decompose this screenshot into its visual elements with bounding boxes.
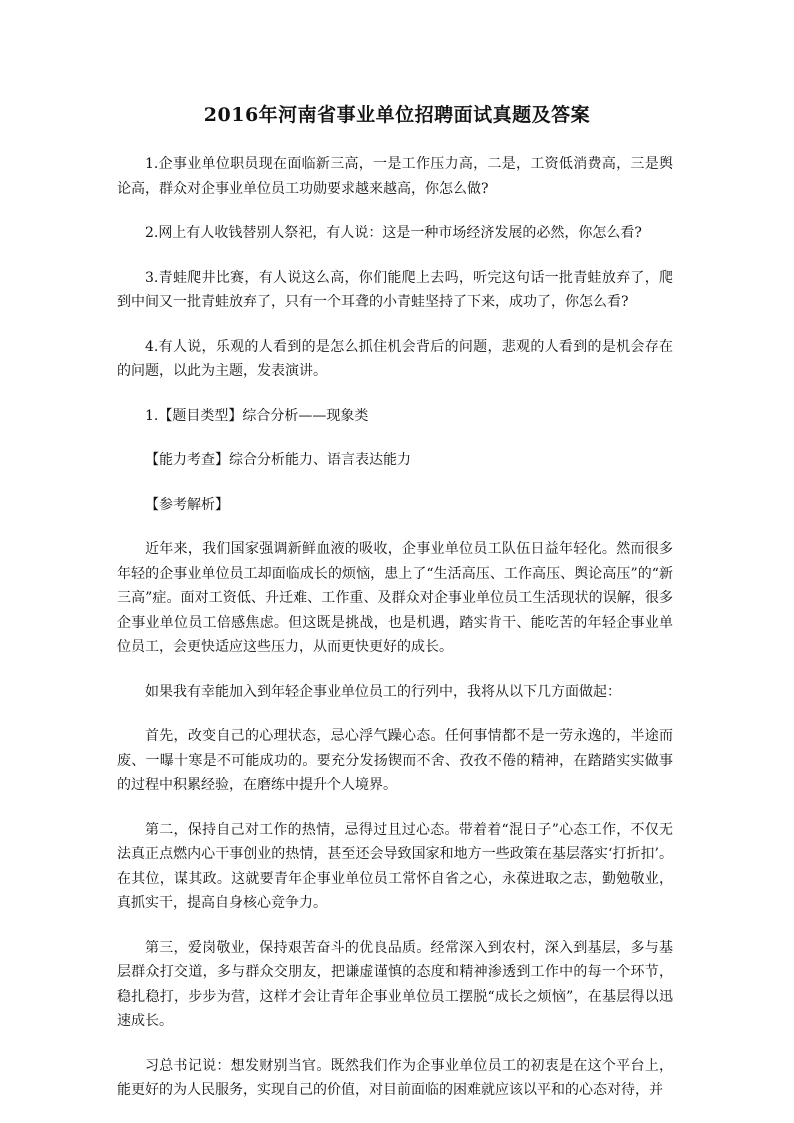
question-1: 1.企事业单位职员现在面临新三高，一是工作压力高，二是，工资低消费高，三是舆论高，群众对企事业单位员工功勋要求越来越高，你怎么做? <box>117 156 673 197</box>
answer-paragraph-3: 首先，改变自己的心理状态，忌心浮气躁心态。任何事情都不是一劳永逸的，半途而废、一曝十寒是不可能成功的。要充分发扬锲而不舍、孜孜不倦的精神，在踏踏实实做事的过程中积累经验，在磨练中提升个人境界。 <box>117 728 673 793</box>
answer-paragraph-2: 如果我有幸能加入到年轻企事业单位员工的行列中，我将从以下几方面做起： <box>145 683 621 700</box>
answer-paragraph-1: 近年来，我们国家强调新鲜血液的吸收，企事业单位员工队伍日益年轻化。然而很多年轻的企事业单位员工却面临成长的烦恼，患上了“生活高压、工作高压、舆论高压”的“新三高”症。面对工资低、升迁难、工作重、及群众对企事业单位员工生活现状的误解，很多企事业单位员工倍感焦虑。但这既是挑战，也是机遇，踏实肯干、能吃苦的年轻企事业单位员工，会更快适应这些压力，从而更快更好的成长。 <box>117 541 673 655</box>
question-type-label: 1.【题目类型】综合分析——现象类 <box>145 407 369 424</box>
ability-label: 【能力考查】综合分析能力、语言表达能力 <box>145 452 411 468</box>
answer-paragraph-6: 习总书记说：想发财别当官。既然我们作为企事业单位员工的初衷是在这个平台上，能更好的为人民服务，实现自己的价值，对目前面临的困难就应该以平和的心态对待，并 <box>117 1057 673 1098</box>
question-4: 4.有人说，乐观的人看到的是怎么抓住机会背后的问题，悲观的人看到的是机会存在的问题，以此为主题，发表演讲。 <box>117 338 673 379</box>
question-3: 3.青蛙爬井比赛，有人说这么高，你们能爬上去吗，听完这句话一批青蛙放弃了，爬到中间又一批青蛙放弃了，只有一个耳聋的小青蛙坚持了下来，成功了，你怎么看? <box>117 269 673 310</box>
document-body <box>117 152 673 1118</box>
answer-paragraph-4: 第二，保持自己对工作的热情，忌得过且过心态。带着着“混日子”心态工作，不仅无法真正点燃内心干事创业的热情，甚至还会导致国家和地方一些政策在基层落实‘打折扣’。在其位，谋其政。这就要青年企事业单位员工常怀自省之心，永葆进取之志，勤勉敬业，真抓实干，提高自身核心竞争力。 <box>117 821 673 911</box>
document-title: 2016年河南省事业单位招聘面试真题及答案 <box>203 104 591 126</box>
answer-paragraph-5: 第三，爱岗敬业，保持艰苦奋斗的优良品质。经常深入到农村，深入到基层，多与基层群众打交道，多与群众交朋友，把谦虚谨慎的态度和精神渗透到工作中的每一个环节，稳扎稳打，步步为营，这样才会让青年企事业单位员工摆脱“成长之烦恼”，在基层得以迅速成长。 <box>117 939 673 1029</box>
reference-analysis-label: 【参考解析】 <box>145 496 229 513</box>
question-2: 2.网上有人收钱替别人祭祀，有人说：这是一种市场经济发展的必然，你怎么看? <box>145 225 642 241</box>
